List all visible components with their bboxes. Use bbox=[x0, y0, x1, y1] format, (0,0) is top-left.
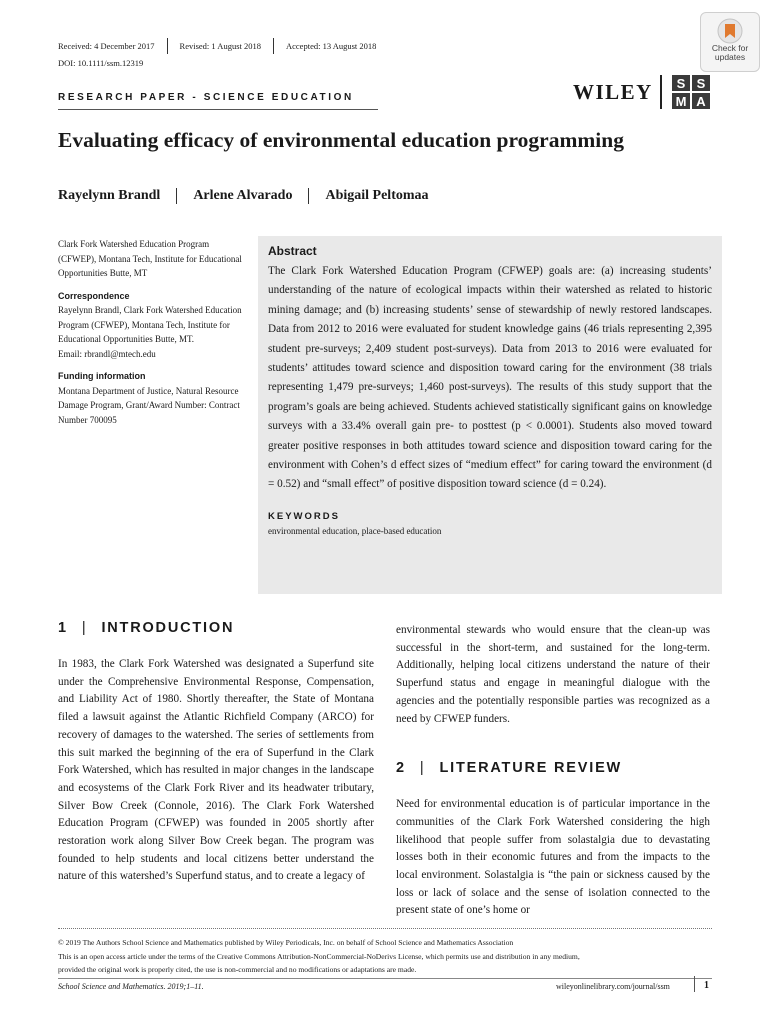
article-category: RESEARCH PAPER - SCIENCE EDUCATION bbox=[58, 92, 354, 103]
section-divider: | bbox=[81, 620, 88, 636]
author-list bbox=[58, 188, 429, 204]
logo-divider bbox=[660, 75, 662, 109]
section-heading-literature-review bbox=[396, 760, 710, 776]
section-title: INTRODUCTION bbox=[101, 620, 235, 636]
abstract-box bbox=[258, 236, 722, 594]
author-name[interactable]: Abigail Peltomaa bbox=[325, 188, 429, 203]
copyright-line: © 2019 The Authors School Science and Mathematics published by Wiley Periodicals, Inc. on behalf of School Science and Mathematics Association bbox=[58, 938, 514, 947]
journal-url[interactable]: wileyonlinelibrary.com/journal/ssm bbox=[556, 982, 670, 991]
section-number: 2 bbox=[396, 760, 406, 777]
bookmark-icon bbox=[717, 18, 743, 44]
logo-letter: M bbox=[675, 94, 687, 109]
section-heading-introduction bbox=[58, 620, 374, 636]
left-column bbox=[58, 620, 374, 886]
section-divider: | bbox=[419, 760, 426, 777]
date-divider bbox=[273, 38, 274, 54]
check-for-updates-button[interactable] bbox=[700, 12, 760, 72]
correspondence-text: Rayelynn Brandl, Clark Fork Watershed Education Program (CFWEP), Montana Tech, Institute for Educational Opportunities Butte, MT. bbox=[58, 305, 242, 344]
logo-letter: S bbox=[676, 76, 686, 91]
introduction-paragraph: In 1983, the Clark Fork Watershed was designated a Superfund site under the Comprehensive Environmental Response, Compensation, and Liability Act of 1980. Shortly thereafter, the State of Montana filed a lawsuit against the Atlantic Richfield Company (ARCO) for recovery of damages to the watershed. The series of settlements from this suit marked the beginning of the era of Superfund in the Clark Fork Watershed, which has resulted in major changes in the landscape and ecosystems of the Clark Fork River and its headwater tributary, Silver Bow Creek (Connole, 2016). The Clark Fork Watershed Education Program (CFWEP) was founded in 2005 shortly after restoration work along Silver Bow Creek began. The program was founded to help students and local citizens better understand the nature of this watershed’s Superfund status, and to create a legacy of bbox=[58, 658, 374, 883]
check-updates-line2: updates bbox=[714, 52, 746, 62]
wiley-logo: WILEY bbox=[573, 80, 653, 104]
author-divider bbox=[308, 188, 309, 204]
date-divider bbox=[167, 38, 168, 54]
page-number-divider bbox=[694, 976, 695, 992]
article-info-sidebar bbox=[58, 237, 248, 427]
doi[interactable]: DOI: 10.1111/ssm.12319 bbox=[58, 58, 144, 68]
license-notice bbox=[58, 936, 718, 977]
funding-text: Montana Department of Justice, Natural Resource Damage Program, Grant/Award Number: Contract Number 700095 bbox=[58, 385, 240, 425]
author-name[interactable]: Rayelynn Brandl bbox=[58, 188, 161, 203]
logo-letter: A bbox=[696, 94, 706, 109]
literature-review-paragraph: Need for environmental education is of particular importance in the communities of the Clark Fork Watershed considering the high likelihood that people suffer from solastalgia due to devastating losses both in their economic futures and from the impacts to the local environment. Solastalgia is “the pain or sickness caused by the loss or lack of solace and the sense of isolation connected to the present state of one’s home or bbox=[396, 798, 710, 917]
check-updates-line1: Check for bbox=[711, 43, 749, 53]
license-line: provided the original work is properly cited, the use is non-commercial and no modifications or adaptations are made. bbox=[58, 965, 417, 974]
affiliation: Clark Fork Watershed Education Program (CFWEP), Montana Tech, Institute for Educational Opportunities Butte, MT bbox=[58, 239, 242, 278]
right-column bbox=[396, 622, 710, 920]
funding-label: Funding information bbox=[58, 371, 146, 381]
article-dates bbox=[58, 38, 376, 54]
abstract-text: The Clark Fork Watershed Education Program (CFWEP) goals are: (a) increasing students’ understanding of the nature of ecological impacts within their watershed as related to historic mining damage; and (b) increasing students’ sense of stewardship of newly restored landscapes. Data from 2012 to 2016 were evaluated for student knowledge gains (46 trials representing 2,395 student pre-surveys; 2,409 student post-surveys). Data from 2013 to 2016 were evaluated for students’ attitudes toward science and disposition toward caring for the environment (38 trials representing 1,479 pre-surveys; 1,460 post-surveys). The results of this study support that the program’s goals are being achieved. Students achieved statistically significant gains on knowledge surveys with a 33.4% overall gain pre- to posttest (p < 0.0001). Students also moved toward greater positive responses in both attitudes toward science and disposition toward caring for the environment with Cohen’s d effect sizes of “medium effect” for caring toward the environment (d = 0.52) and “small effect” of positive disposition toward science (d = 0.24). bbox=[268, 265, 712, 491]
author-name[interactable]: Arlene Alvarado bbox=[193, 188, 293, 203]
abstract-heading: Abstract bbox=[268, 244, 317, 258]
footer-rule bbox=[58, 978, 712, 979]
logo-letter: S bbox=[696, 76, 706, 91]
revised-date: Revised: 1 August 2018 bbox=[179, 41, 261, 51]
keywords-text: environmental education, place-based education bbox=[268, 525, 442, 536]
footer-dotted-rule bbox=[58, 928, 712, 929]
ssma-logo bbox=[672, 75, 710, 109]
keywords-heading: KEYWORDS bbox=[268, 510, 340, 522]
correspondence-label: Correspondence bbox=[58, 290, 130, 301]
accepted-date: Accepted: 13 August 2018 bbox=[286, 41, 377, 51]
correspondence-email[interactable]: Email: rbrandl@mtech.edu bbox=[58, 348, 156, 359]
header-rule bbox=[58, 109, 378, 110]
received-date: Received: 4 December 2017 bbox=[58, 41, 155, 51]
license-line[interactable]: This is an open access article under the terms of the Creative Commons Attribution-NonCommercial-NoDerivs License, which permits use and distribution in any medium, bbox=[58, 951, 580, 961]
introduction-continuation: environmental stewards who would ensure that the clean-up was successful in the short-term, and sustained for the long-term. Additionally, helping local citizens understand the nature of their Superfund status and engage in meaningful dialogue with the agencies and the potentially responsible parties was recognized as a need by CFWEP funders. bbox=[396, 624, 710, 725]
section-title: LITERATURE REVIEW bbox=[439, 760, 623, 777]
journal-citation: School Science and Mathematics. 2019;1–11. bbox=[58, 982, 204, 991]
section-number: 1 bbox=[58, 620, 68, 636]
page-number: 1 bbox=[704, 980, 709, 991]
article-title: Evaluating efficacy of environmental education programming bbox=[58, 128, 624, 152]
author-divider bbox=[176, 188, 177, 204]
